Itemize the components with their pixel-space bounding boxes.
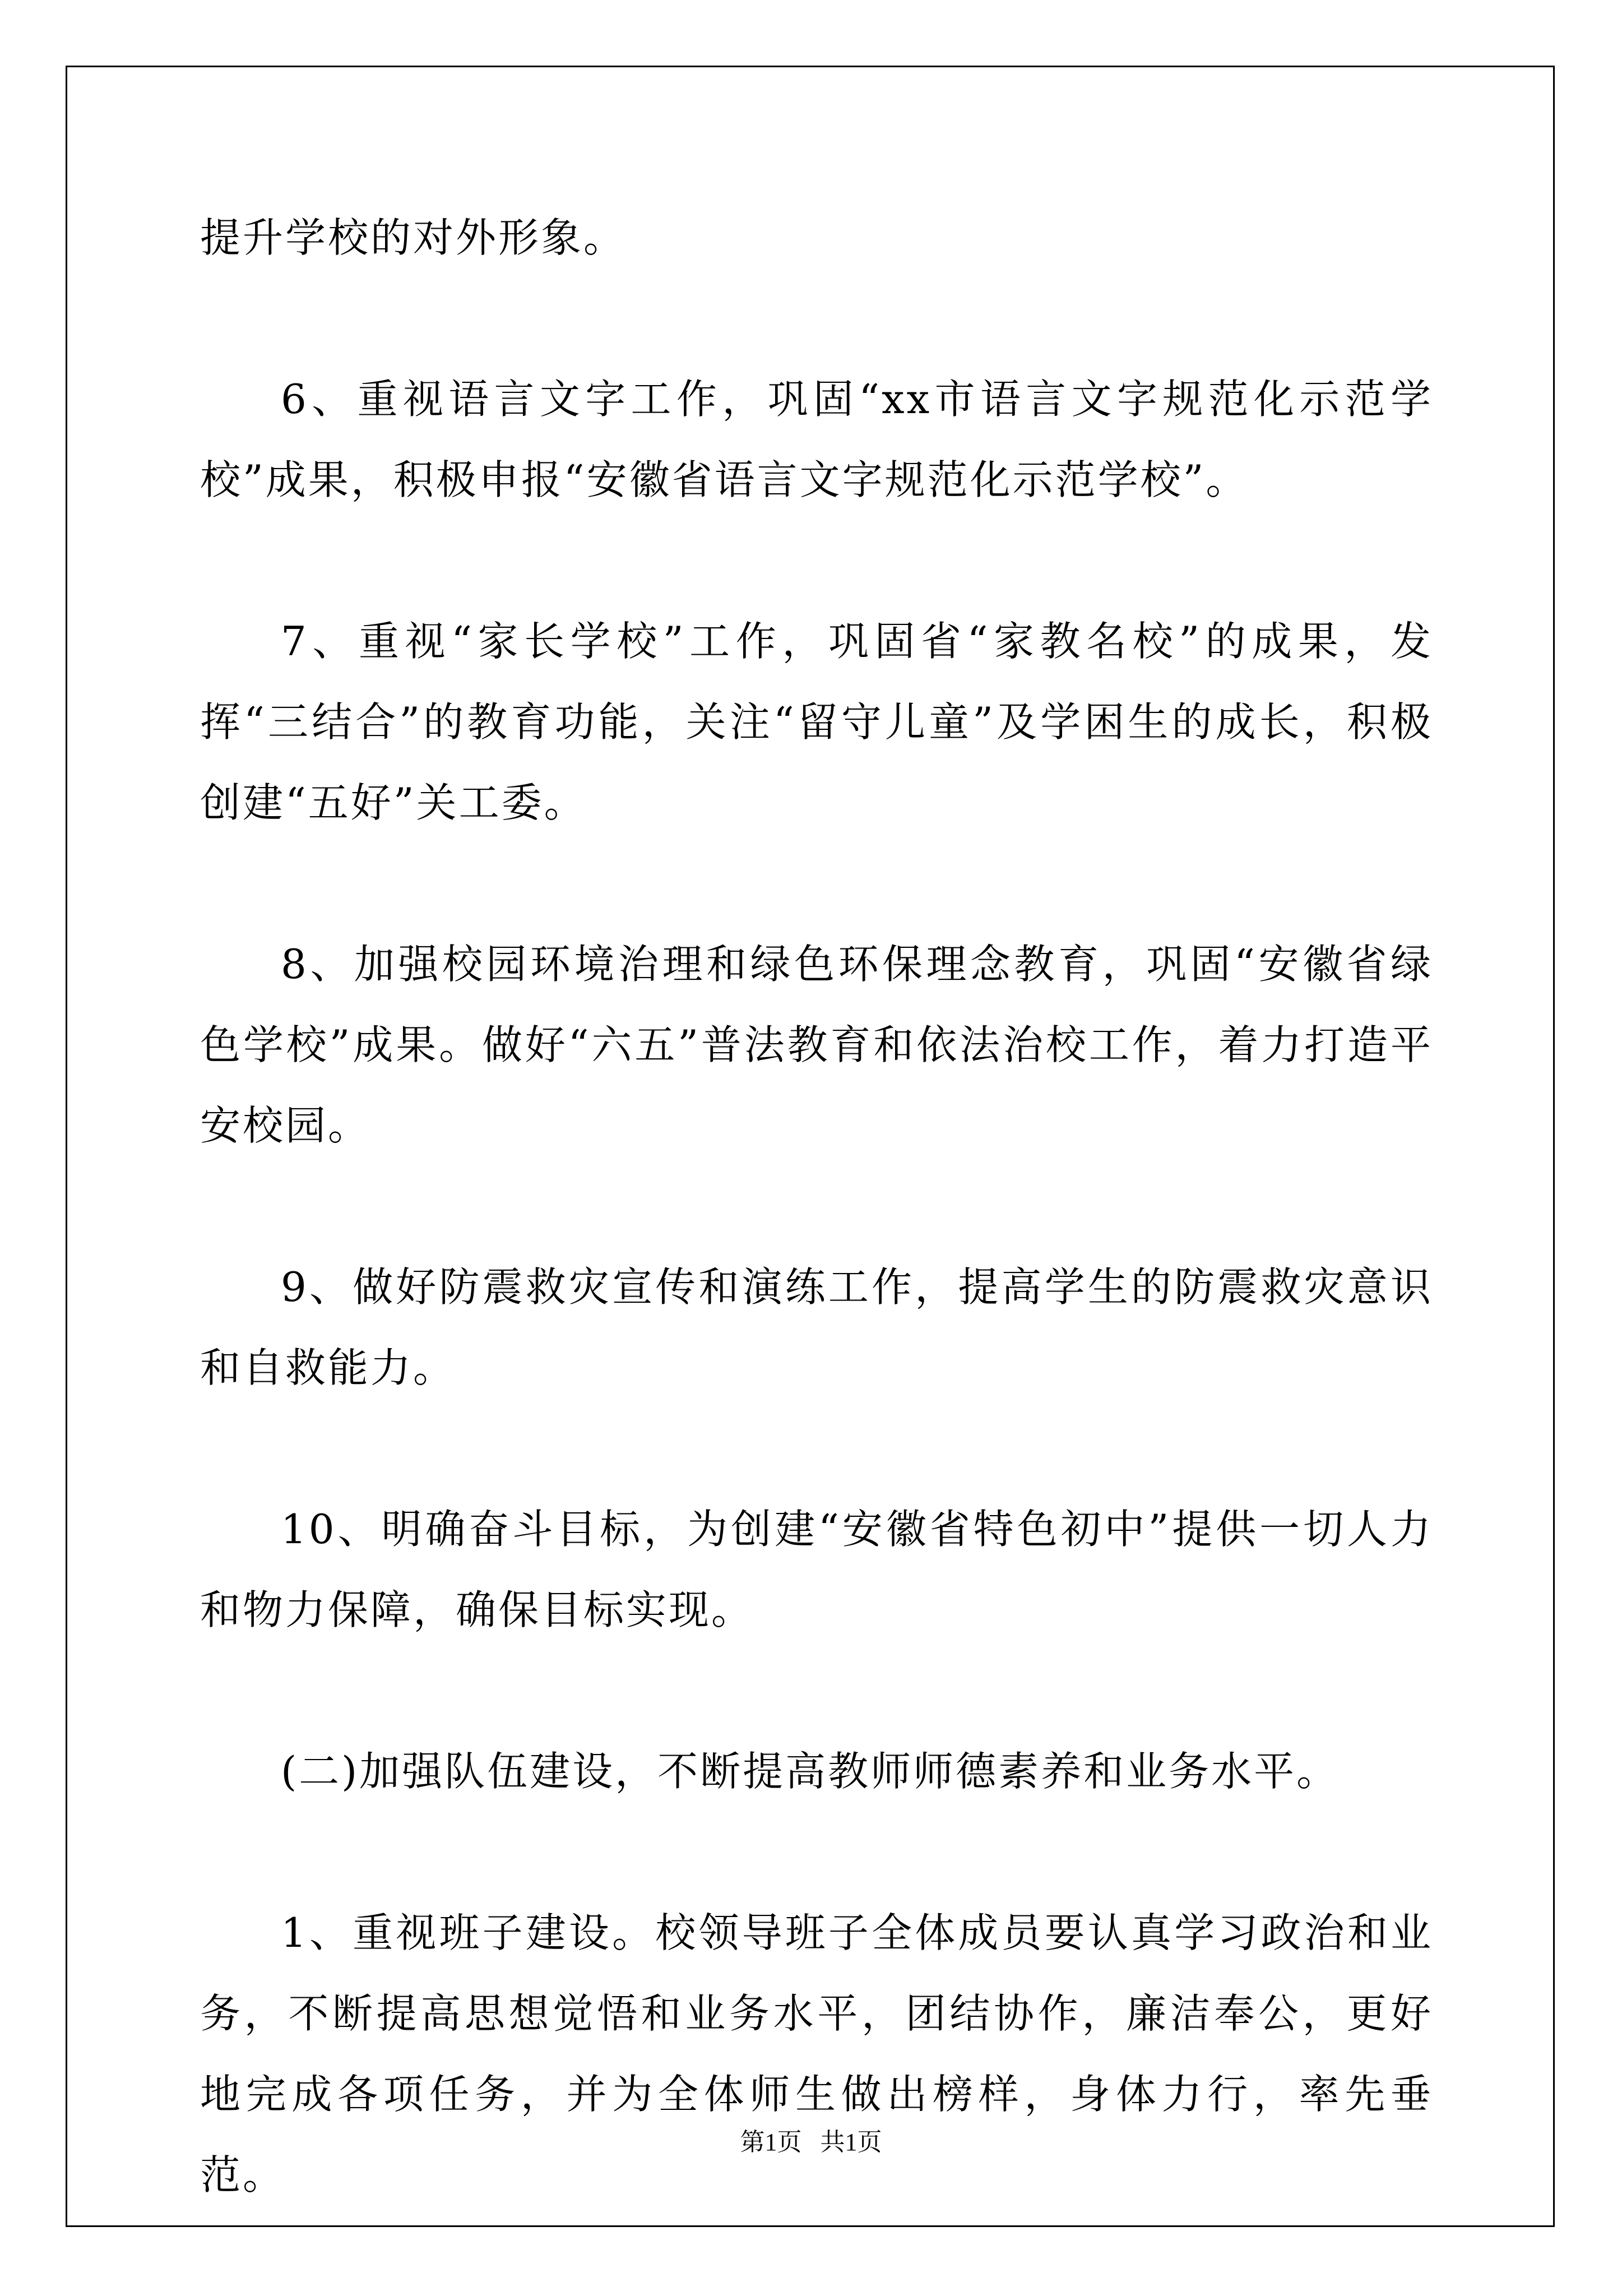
paragraph-item-6: 6、重视语言文字工作，巩固“xx市语言文字规范化示范学校”成果，积极申报“安徽省语言文字规范化示范学校”。 [200, 376, 1433, 503]
paragraph-item-1: 1、重视班子建设。校领导班子全体成员要认真学习政治和业务，不断提高思想觉悟和业务水平，团结协作，廉洁奉公，更好地完成各项任务，并为全体师生做出榜样，身体力行，率先垂范。 [200, 1909, 1433, 2198]
paragraph-item-9: 9、做好防震救灾宣传和演练工作，提高学生的防震救灾意识和自救能力。 [200, 1263, 1433, 1391]
document-body [200, 197, 1433, 2296]
paragraph-item-8: 8、加强校园环境治理和绿色环保理念教育，巩固“安徽省绿色学校”成果。做好“六五”普法教育和依法治校工作，着力打造平安校园。 [200, 941, 1433, 1149]
paragraph-continuation: 提升学校的对外形象。 [200, 214, 627, 261]
paragraph-item-7: 7、重视“家长学校”工作，巩固省“家教名校”的成果，发挥“三结合”的教育功能，关注“留守儿童”及学困生的成长，积极创建“五好”关工委。 [200, 618, 1433, 826]
paragraph-item-10: 10、明确奋斗目标，为创建“安徽省特色初中”提供一切人力和物力保障，确保目标实现。 [200, 1506, 1433, 1633]
section-heading: (二)加强队伍建设，不断提高教师师德素养和业务水平。 [281, 1748, 1340, 1795]
page-number-footer: 第1页 共1页 [740, 2128, 882, 2156]
